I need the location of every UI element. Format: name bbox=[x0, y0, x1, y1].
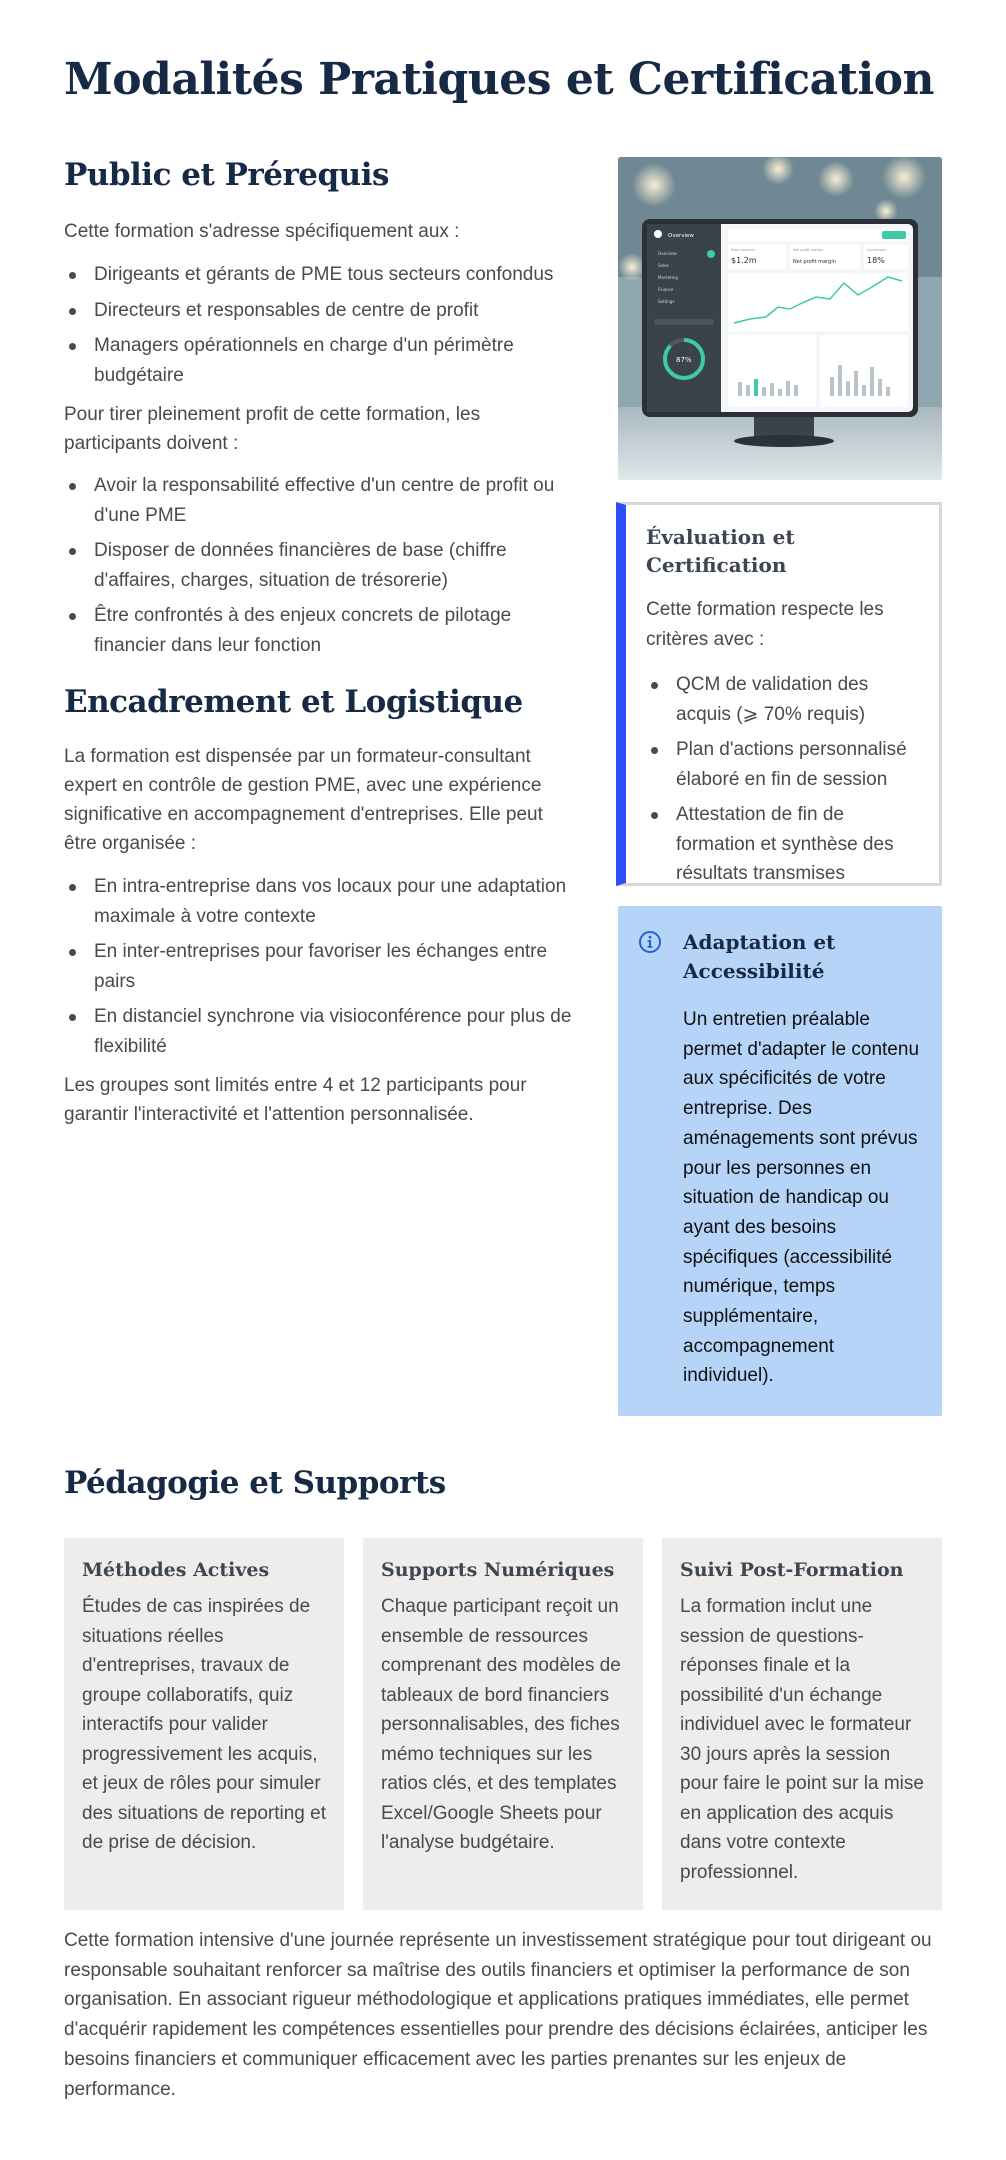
public-heading: Public et Prérequis bbox=[64, 157, 389, 193]
card-methodes-actives bbox=[64, 1538, 344, 1910]
list-item: En inter-entreprises pour favoriser les échanges entre pairs bbox=[64, 937, 574, 996]
list-item: Plan d'actions personnalisé élaboré en fin de session bbox=[646, 735, 919, 794]
card-title: Suivi Post-Formation bbox=[680, 1559, 904, 1581]
dashboard-nav-item: Sales bbox=[658, 263, 669, 268]
adaptation-text: Un entretien préalable permet d'adapter le contenu aux spécificités de votre entreprise. Des aménagements sont prévus pour les personnes en situation de handicap ou ayant des besoins spécifiques (accessibilité numérique, temps supplémentaire, accompagnement individuel). bbox=[683, 1009, 920, 1387]
card-text: La formation inclut une session de questions-réponses finale et la possibilité d'un échange individuel avec le formateur 30 jours après la session pour faire le point sur la mise en application des acquis dans votre contexte professionnel. bbox=[680, 1596, 924, 1883]
dashboard-nav-item: Finance bbox=[658, 287, 674, 292]
kpi-value: Net profit margin bbox=[793, 259, 836, 265]
list-item: Avoir la responsabilité effective d'un centre de profit ou d'une PME bbox=[64, 471, 574, 530]
dashboard-nav-item: Marketing bbox=[658, 275, 678, 280]
list-item: Directeurs et responsables de centre de profit bbox=[64, 296, 574, 326]
kpi-value: 18% bbox=[867, 256, 885, 265]
info-icon bbox=[638, 930, 662, 954]
card-suivi-post-formation bbox=[662, 1538, 942, 1910]
gauge-value: 87% bbox=[676, 356, 692, 364]
pedagogie-cards bbox=[64, 1538, 942, 1910]
evaluation-list bbox=[646, 670, 919, 889]
kpi-value: $1.2m bbox=[731, 256, 757, 265]
encadrement-heading: Encadrement et Logistique bbox=[64, 684, 523, 720]
list-item: QCM de validation des acquis (⩾ 70% requis) bbox=[646, 670, 919, 729]
card-text: Études de cas inspirées de situations réelles d'entreprises, travaux de groupe collaboratifs, quiz interactifs pour valider progressivement les acquis, et jeux de rôles pour simuler des situations de reporting et de prise de décision. bbox=[82, 1596, 326, 1853]
modes-list bbox=[64, 872, 574, 1061]
public-intro: Cette formation s'adresse spécifiquement aux : bbox=[64, 221, 460, 242]
list-item: Être confrontés à des enjeux concrets de pilotage financier dans leur fonction bbox=[64, 601, 574, 660]
list-item: Dirigeants et gérants de PME tous secteurs confondus bbox=[64, 260, 574, 290]
card-title: Méthodes Actives bbox=[82, 1559, 270, 1581]
groups-text: Les groupes sont limités entre 4 et 12 participants pour garantir l'interactivité et l'attention personnalisée. bbox=[64, 1075, 527, 1125]
list-item: En distanciel synchrone via visioconférence pour plus de flexibilité bbox=[64, 1002, 574, 1061]
adaptation-heading: Adaptation et Accessibilité bbox=[683, 930, 836, 983]
prereq-intro: Pour tirer pleinement profit de cette formation, les participants doivent : bbox=[64, 404, 481, 454]
kpi-label: Total revenue bbox=[731, 248, 755, 252]
evaluation-heading: Évaluation et Certification bbox=[646, 525, 795, 577]
list-item: Managers opérationnels en charge d'un périmètre budgétaire bbox=[64, 331, 574, 390]
page-title: Modalités Pratiques et Certification bbox=[64, 54, 935, 105]
adaptation-callout bbox=[618, 906, 942, 1416]
prereq-list bbox=[64, 471, 574, 660]
list-item: Attestation de fin de formation et synthèse des résultats transmises bbox=[646, 800, 919, 889]
kpi-label: Net profit margin bbox=[793, 248, 824, 252]
pedagogie-heading: Pédagogie et Supports bbox=[64, 1465, 446, 1501]
evaluation-intro: Cette formation respecte les critères avec : bbox=[646, 599, 884, 650]
left-column bbox=[64, 155, 574, 1129]
dashboard-nav-item: Settings bbox=[658, 299, 675, 304]
encadrement-intro: La formation est dispensée par un formateur-consultant expert en contrôle de gestion PME, avec une expérience significative en accompagnement d'entreprises. Elle peut être organisée : bbox=[64, 746, 543, 854]
kpi-label: Conversion bbox=[867, 248, 887, 252]
evaluation-card bbox=[616, 502, 942, 886]
card-supports-numeriques bbox=[363, 1538, 643, 1910]
dashboard-illustration bbox=[618, 157, 942, 480]
card-text: Chaque participant reçoit un ensemble de ressources comprenant des modèles de tableaux de bord financiers personnalisables, des fiches mémo techniques sur les ratios clés, et des templates Excel/Google Sheets pour l'analyse budgétaire. bbox=[381, 1596, 621, 1853]
list-item: En intra-entreprise dans vos locaux pour une adaptation maximale à votre contexte bbox=[64, 872, 574, 931]
closing-paragraph: Cette formation intensive d'une journée représente un investissement stratégique pour tout dirigeant ou responsable souhaitant renforcer sa maîtrise des outils financiers et optimiser la performance de son organisation. En associant rigueur méthodologique et applications pratiques immédiates, elle permet d'acquérir rapidement les compétences essentielles pour prendre des décisions éclairées, anticiper les besoins financiers et communiquer efficacement avec les parties prenantes sur les enjeux de performance. bbox=[64, 1930, 932, 2100]
card-title: Supports Numériques bbox=[381, 1559, 615, 1581]
dashboard-nav-item: Overview bbox=[658, 251, 677, 256]
right-column bbox=[618, 157, 942, 480]
audience-list bbox=[64, 260, 574, 390]
dashboard-header: Overview bbox=[668, 233, 694, 239]
list-item: Disposer de données financières de base (chiffre d'affaires, charges, situation de trésorerie) bbox=[64, 536, 574, 595]
dashboard-hero-image bbox=[618, 157, 942, 480]
